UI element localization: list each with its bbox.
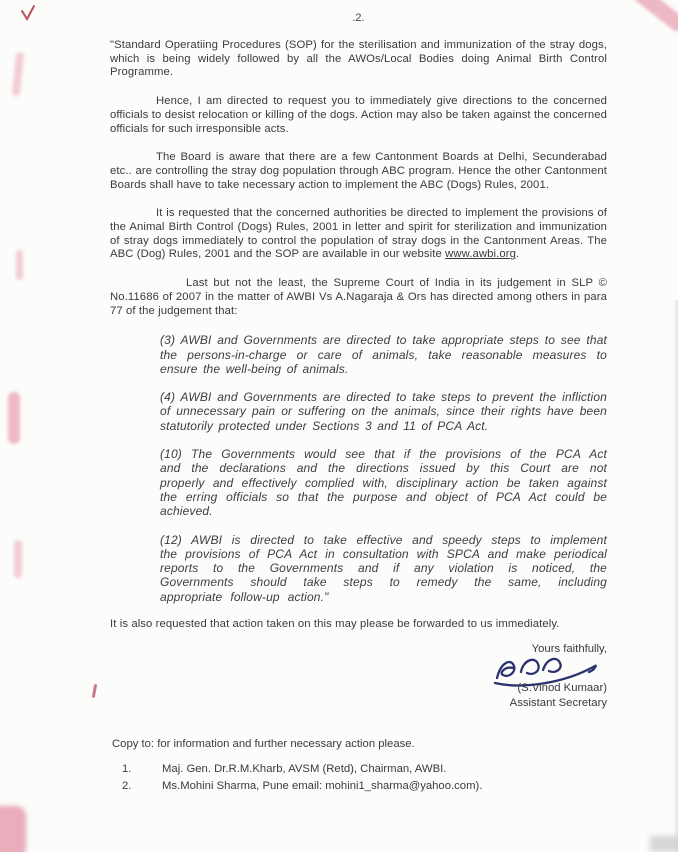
paragraph-text: . [516, 248, 520, 261]
item-text: Maj. Gen. Dr.R.M.Kharb, AVSM (Retd), Chairman, AWBI. [162, 763, 447, 776]
page-number: .2. [352, 12, 365, 24]
judgement-quote-para-4: (4) AWBI and Governments are directed to take steps to prevent the infliction of unnecessary pain or suffering on the animals, since their rights have been statutorily protected under Sections 3 and 11 of PCA Act. [160, 390, 607, 433]
judgement-quote-para-3: (3) AWBI and Governments are directed to take appropriate steps to see that the persons-in-charge or care of animals, take reasonable measures to ensure the well-being of animals. [160, 333, 607, 376]
item-number: 2. [122, 780, 132, 793]
letter-content [110, 12, 607, 796]
scan-mark-check [20, 3, 36, 23]
scan-smudge [0, 806, 26, 852]
judgement-quote-para-10: (10) The Governments would see that if the provisions of the PCA Act and the declarations and the directions issued by this Court are not properly and effectively complied with, disciplinary action be taken against the erring officials so that the purpose and object of PCA Act could be achieved. [160, 447, 607, 519]
awbi-website-link[interactable]: www.awbi.org [445, 248, 517, 261]
item-text: Ms.Mohini Sharma, Pune email: mohini1_sharma@yahoo.com). [162, 780, 483, 793]
scan-edge-shadow [673, 300, 678, 852]
signature-block [110, 642, 607, 711]
paragraph-sop: "Standard Operatiing Procedures (SOP) for the sterilisation and immunization of the stray dogs, which is being widely followed by all the AWOs/Local Bodies doing Animal Birth Control Programme. [110, 39, 607, 79]
copy-to-heading: Copy to: for information and further necessary action please. [112, 738, 415, 751]
copy-to-item [122, 762, 607, 776]
judgement-quote-para-12: (12) AWBI is directed to take effective and speedy steps to implement the provisions of PCA Act in consultation with SPCA and make periodical reports to the Governments and if any violation is noticed, the Governments should take steps to remedy the same, including appropriate follow-up action." [160, 532, 607, 604]
pen-tick-mark [92, 684, 97, 698]
signatory-name: (S.Vinod Kumaar) [517, 682, 607, 695]
paragraph-request-directions: Hence, I am directed to request you to immediately give directions to the concerned officials to desist relocation or killing of the dogs. Action may also be taken against the concerned officials for such irresponsible acts. [110, 95, 607, 135]
scan-smudge-corner [617, 0, 678, 34]
paragraph-supreme-court: Last but not the least, the Supreme Court of India in its judgement in SLP © No.11686 of 2007 in the matter of AWBI Vs A.Nagaraja & Ors has directed among others in para 77 of the judgement that: [110, 277, 607, 317]
scan-smudge [14, 540, 22, 578]
paragraph-abc-rules [110, 207, 607, 262]
paragraph-cantonment-boards: The Board is aware that there are a few Cantonment Boards at Delhi, Secunderabad etc.. are controlling the stray dog population through ABC program. Hence the other Cantonment Boards shall have to take necessary action to implement the ABC (Dogs) Rules, 2001. [110, 151, 607, 191]
paragraph-text: It is requested that the concerned authorities be directed to implement the provisions of the Animal Birth Control (Dogs) Rules, 2001 in letter and spirit for sterilization and immunization of stray dogs immediately to control the population of stray dogs in the Cantonment Areas. The ABC (Dog) Rules, 2001 and the SOP are available in our website [110, 207, 607, 261]
valediction: Yours faithfully, [531, 642, 607, 655]
closing-request: It is also requested that action taken on this may please be forwarded to us immediately. [110, 618, 560, 630]
copy-to-item [122, 779, 607, 793]
item-number: 1. [122, 763, 132, 776]
signatory-title: Assistant Secretary [509, 696, 607, 709]
scan-corner-shadow [650, 836, 678, 852]
scan-smudge [12, 52, 25, 97]
scan-smudge [8, 392, 20, 444]
scan-smudge [16, 250, 23, 280]
